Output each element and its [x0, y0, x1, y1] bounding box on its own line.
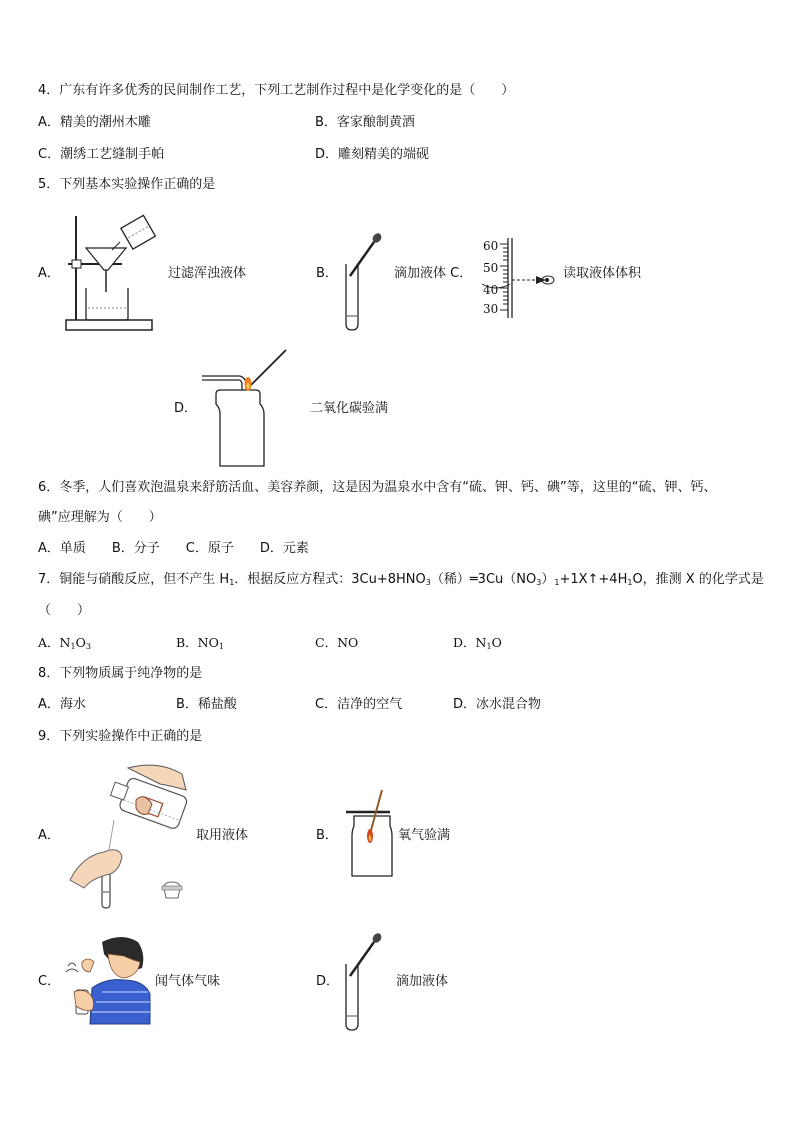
q7-option-a: A．$N_1O_3$: [38, 635, 91, 651]
q6-options: A．单质 B．分子 C．原子 D．元素: [38, 541, 309, 556]
q8-option-a: A．海水: [38, 697, 86, 712]
q9-a-letter: A．: [38, 828, 60, 843]
q5-stem: 5．下列基本实验操作正确的是: [38, 177, 216, 192]
q4-option-b: B．客家酿制黄酒: [315, 115, 415, 130]
q5-d-letter: D．: [174, 401, 198, 416]
q4-option-c: C．潮绣工艺缝制手帕: [38, 147, 165, 162]
oxygen-test-bottle-figure: [340, 786, 400, 880]
pour-liquid-figure: [62, 760, 192, 910]
q7-answer-paren: （ ）: [38, 603, 91, 618]
q5-b-text: 滴加液体 C．: [394, 266, 473, 281]
q5-a-text: 过滤浑浊液体: [168, 266, 247, 281]
q9-d-text: 滴加液体: [396, 974, 449, 989]
q7-stem: 7．铜能与硝酸反应，但不产生 $H_1$．根据反应方程式：$3Cu+8HNO_3$（稀）$═3Cu(NO_3)_1+1X↑+4H_1O$，推测 X 的化学式是: [38, 572, 764, 587]
cylinder-tick-30: 30: [483, 302, 499, 316]
q4-stem: 4．广东有许多优秀的民间制作工艺，下列工艺制作过程中是化学变化的是（ ）: [38, 83, 515, 98]
q9-d-letter: D．: [316, 974, 340, 989]
smell-gas-figure: [62, 932, 154, 1026]
dropper-in-tube-figure: [340, 228, 388, 332]
q7-option-d: D．$N_1O$: [453, 635, 502, 651]
q9-b-letter: B．: [316, 828, 338, 843]
q6-stem-line2: 碘”应理解为（ ）: [38, 510, 162, 525]
q7-option-c: C．NO: [315, 635, 359, 650]
q7-option-b: B．$NO_1$: [176, 635, 224, 651]
q9-b-text: 氧气验满: [398, 828, 451, 843]
co2-test-bottle-figure: [198, 348, 292, 472]
q8-option-b: B．稀盐酸: [176, 697, 237, 712]
q8-stem: 8．下列物质属于纯净物的是: [38, 666, 203, 681]
dropper-in-tube-figure-2: [340, 928, 388, 1032]
q5-b-letter: B．: [316, 266, 338, 281]
q5-d-text: 二氧化碳验满: [310, 401, 389, 416]
cylinder-tick-50: 50: [483, 261, 499, 275]
q5-a-letter: A．: [38, 266, 60, 281]
q8-option-d: D．冰水混合物: [453, 697, 542, 712]
q6-stem-line1: 6．冬季，人们喜欢泡温泉来舒筋活血、美容养颜，这是因为温泉水中含有“硫、钾、钙、碘”等，这里的“硫、钾、钙、: [38, 480, 717, 495]
q4-option-a: A．精美的潮州木雕: [38, 115, 151, 130]
q9-c-letter: C．: [38, 974, 61, 989]
q9-a-text: 取用液体: [196, 828, 249, 843]
cylinder-tick-40: 40: [483, 283, 499, 297]
q4-option-d: D．雕刻精美的端砚: [315, 147, 430, 162]
q5-c-text: 读取液体体积: [563, 266, 642, 281]
cylinder-tick-60: 60: [483, 239, 499, 253]
q9-c-text: 闻气体气味: [155, 974, 221, 989]
q8-option-c: C．洁净的空气: [315, 697, 403, 712]
q9-stem: 9．下列实验操作中正确的是: [38, 729, 203, 744]
filtration-apparatus-figure: [60, 212, 160, 334]
